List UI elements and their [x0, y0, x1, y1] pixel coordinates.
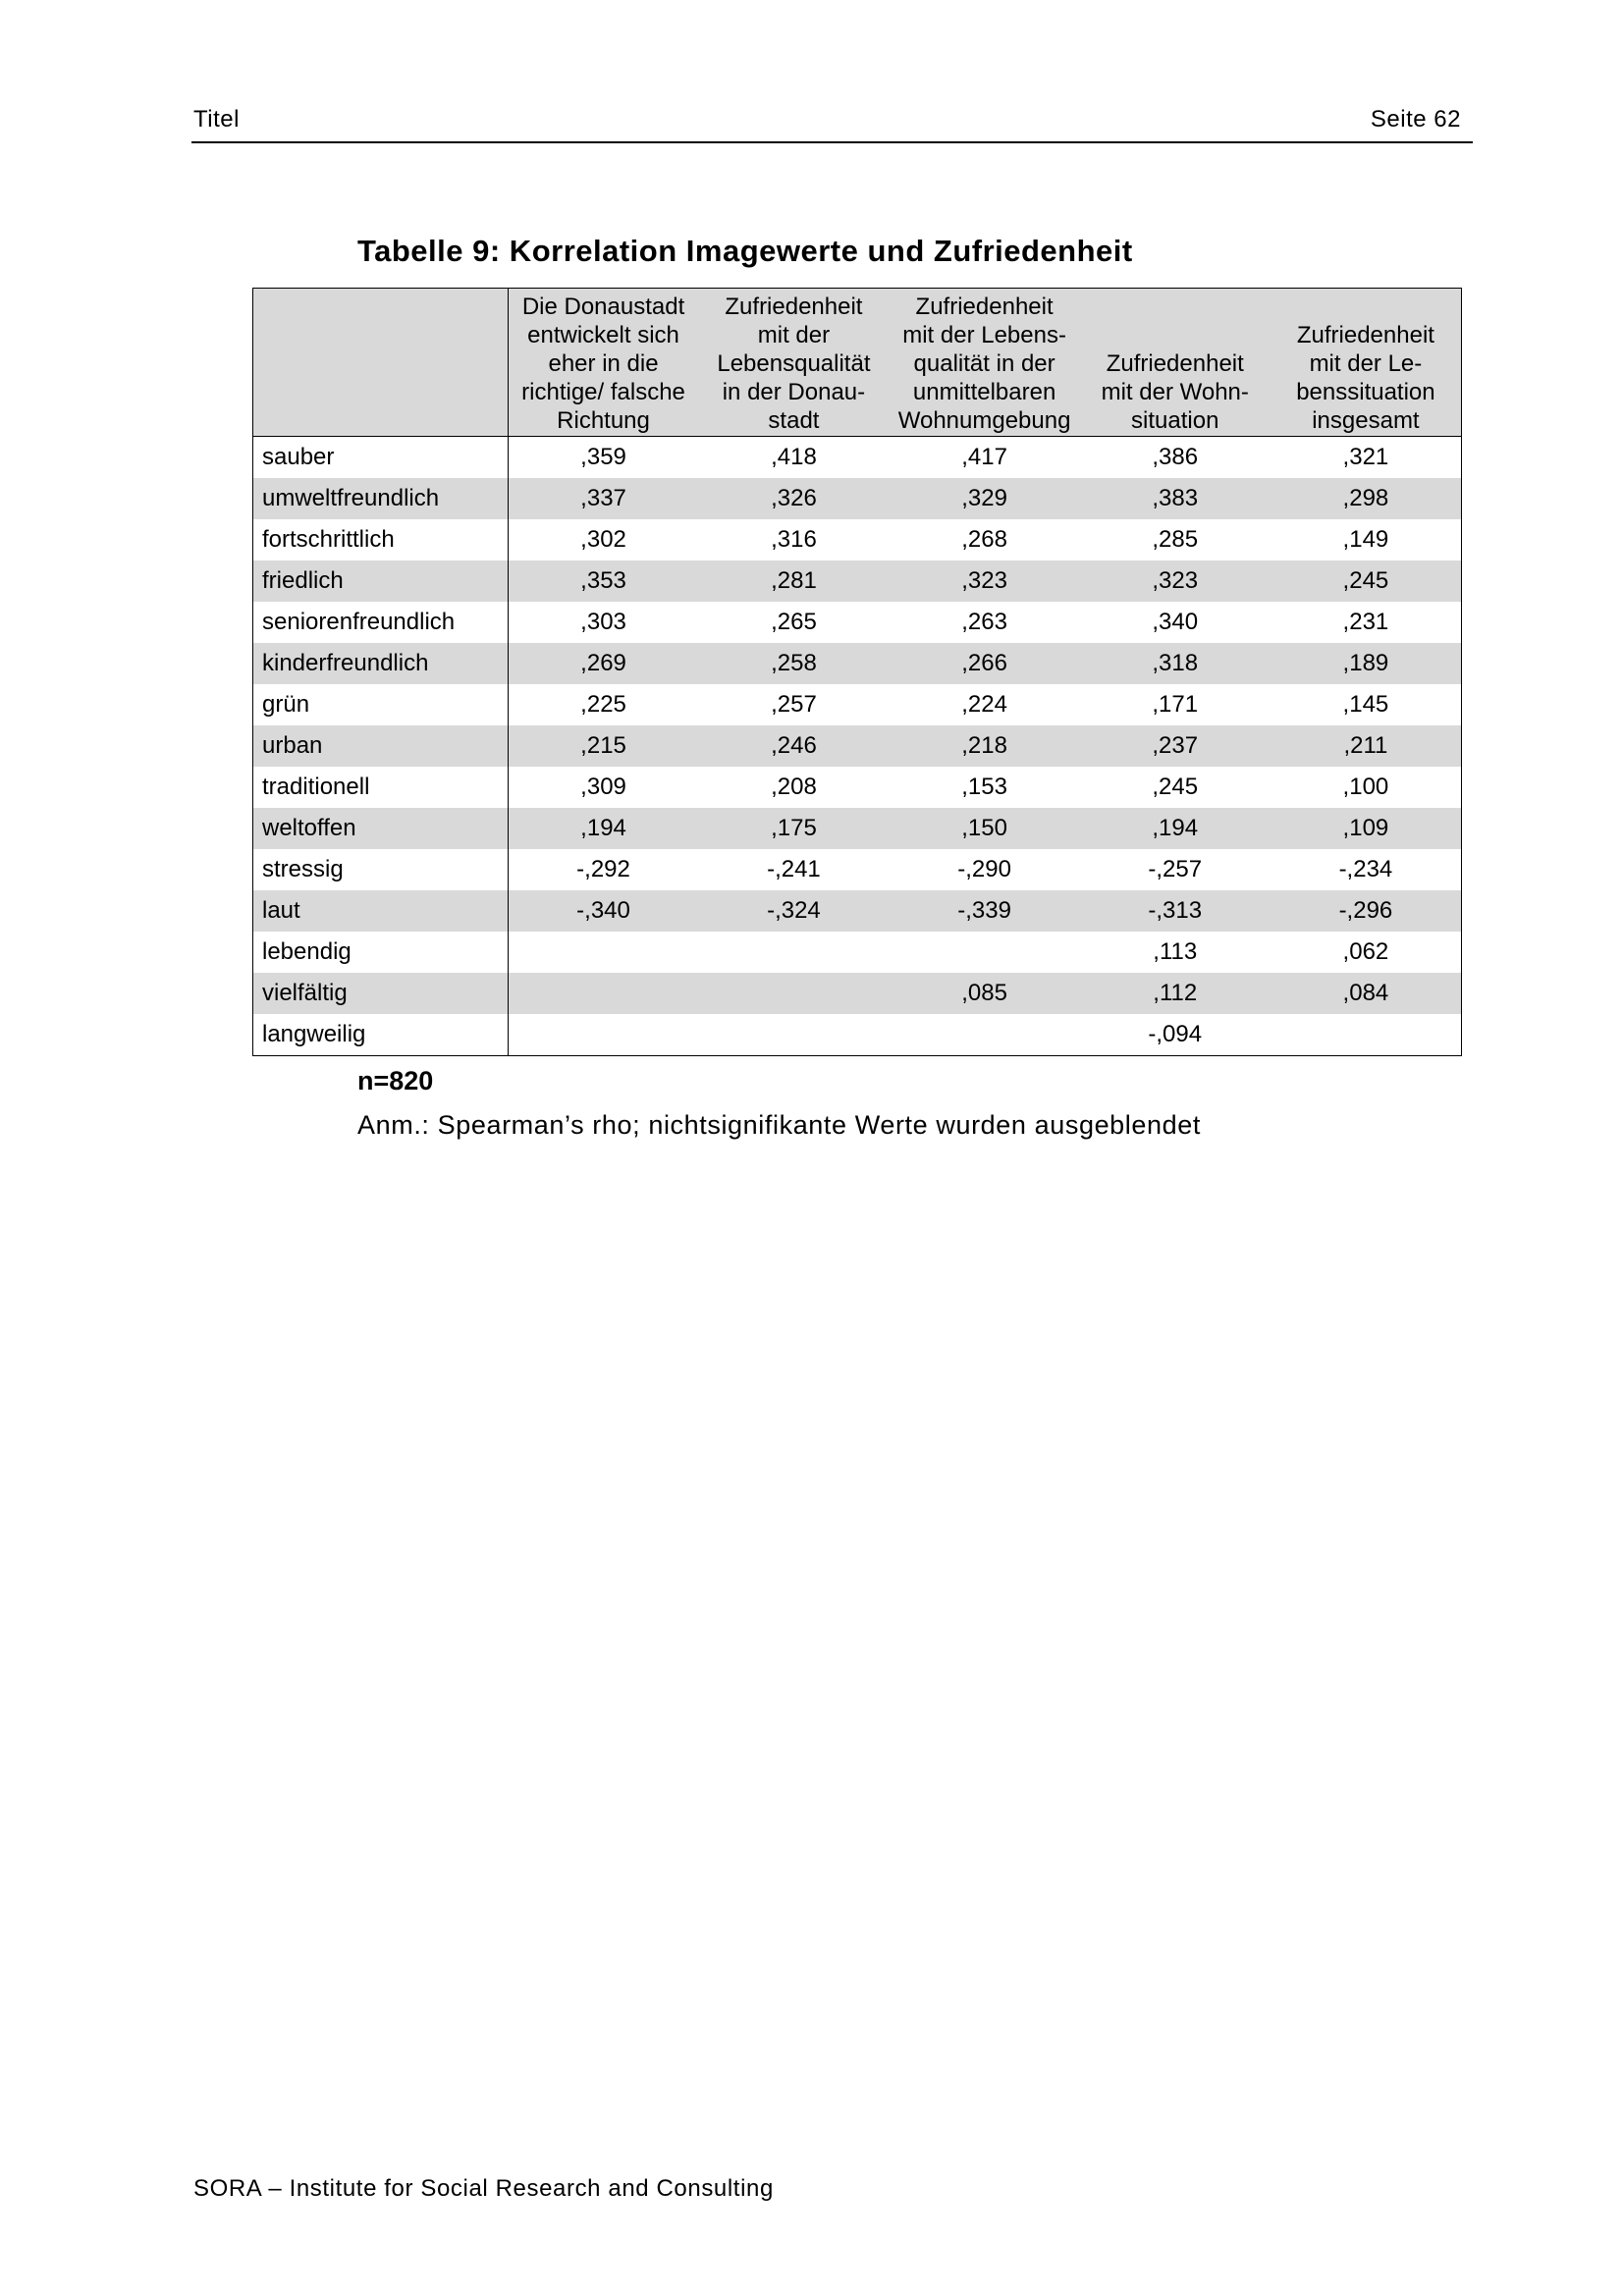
table-cell: ,112: [1080, 973, 1271, 1014]
column-header-blank: [253, 289, 508, 437]
table-cell: ,237: [1080, 725, 1271, 767]
table-cell: [890, 932, 1080, 973]
table-cell: ,208: [771, 773, 817, 800]
table-cell: ,109: [1271, 808, 1461, 849]
table-cell: -,339: [890, 890, 1080, 932]
table-cell: [508, 1014, 698, 1055]
page-number: Seite 62: [1370, 106, 1461, 133]
table-cell: ,298: [1271, 478, 1461, 519]
table-cell: ,231: [1342, 608, 1389, 635]
table-cell: ,215: [508, 725, 698, 767]
table-cell: ,194: [1080, 808, 1271, 849]
row-label: grün: [253, 684, 508, 725]
table-cell: ,418: [771, 443, 817, 470]
table-row: [253, 437, 1461, 478]
table-cell: ,359: [580, 443, 626, 470]
row-label: umweltfreundlich: [253, 478, 508, 519]
table-note: Anm.: Spearman’s rho; nichtsignifikante Werte wurden ausgeblendet: [357, 1110, 1201, 1140]
table-cell: ,100: [1342, 773, 1389, 800]
table-cell: [1271, 1014, 1461, 1055]
sample-size: n=820: [357, 1066, 434, 1095]
table-cell: ,171: [1152, 690, 1199, 718]
table-title: Tabelle 9: Korrelation Imagewerte und Zufriedenheit: [357, 234, 1133, 268]
table-cell: ,218: [890, 725, 1080, 767]
table-cell: ,309: [580, 773, 626, 800]
table-cell: -,094: [1148, 1020, 1203, 1047]
column-header-direction: Die Donaustadt entwickelt sich eher in die richtige/ falsche Richtung: [508, 289, 698, 437]
header-title: Titel: [193, 106, 240, 133]
table-cell: ,302: [580, 525, 626, 553]
table-cell: ,113: [1153, 937, 1198, 965]
table-row: [253, 932, 1461, 973]
row-label: traditionell: [253, 767, 508, 808]
table-cell: ,353: [508, 561, 698, 602]
column-header-housing: Zufriedenheit mit der Wohn- situation: [1080, 289, 1271, 437]
table-header-row: [253, 289, 1461, 437]
table-cell: ,268: [961, 525, 1007, 553]
table-row: [253, 478, 1461, 519]
row-label: weltoffen: [253, 808, 508, 849]
table-cell: ,337: [508, 478, 698, 519]
table-cell: ,245: [1152, 773, 1199, 800]
table-cell: ,266: [890, 643, 1080, 684]
table-row: [253, 561, 1461, 602]
table-cell: ,145: [1342, 690, 1389, 718]
table-cell: ,321: [1342, 443, 1389, 470]
table-cell: -,257: [1148, 855, 1203, 882]
table-cell: ,062: [1342, 937, 1389, 965]
table-cell: ,194: [508, 808, 698, 849]
row-label: vielfältig: [253, 973, 508, 1014]
table-cell: ,281: [698, 561, 889, 602]
row-label: laut: [253, 890, 508, 932]
table-cell: ,225: [580, 690, 626, 718]
table-cell: ,084: [1271, 973, 1461, 1014]
table-cell: -,313: [1080, 890, 1271, 932]
correlation-table: [253, 289, 1461, 1055]
page-header: [191, 104, 1473, 143]
table-cell: [508, 932, 698, 973]
table-cell: ,323: [890, 561, 1080, 602]
table-cell: ,257: [771, 690, 817, 718]
table-row: [253, 643, 1461, 684]
row-label: seniorenfreundlich: [253, 602, 508, 643]
table-row: [253, 684, 1461, 725]
table-cell: ,323: [1080, 561, 1271, 602]
table-cell: ,149: [1342, 525, 1389, 553]
table-cell: -,241: [767, 855, 821, 882]
table-cell: ,265: [771, 608, 817, 635]
table-cell: ,258: [698, 643, 889, 684]
table-cell: -,324: [698, 890, 889, 932]
table-cell: [698, 973, 889, 1014]
table-cell: ,211: [1271, 725, 1461, 767]
table-row: [253, 890, 1461, 932]
table-cell: ,417: [961, 443, 1007, 470]
table-cell: ,153: [961, 773, 1007, 800]
table-cell: [698, 932, 889, 973]
table-cell: -,340: [508, 890, 698, 932]
table-cell: ,246: [698, 725, 889, 767]
table-row: [253, 725, 1461, 767]
row-label: friedlich: [253, 561, 508, 602]
table-cell: [698, 1014, 889, 1055]
column-header-quality-district: Zufriedenheit mit der Lebensqualität in der Donau- stadt: [698, 289, 889, 437]
table-row: [253, 519, 1461, 561]
table-cell: ,224: [961, 690, 1007, 718]
table-cell: ,326: [698, 478, 889, 519]
table-cell: ,189: [1271, 643, 1461, 684]
table-cell: ,085: [890, 973, 1080, 1014]
table-cell: [508, 973, 698, 1014]
table-cell: [890, 1014, 1080, 1055]
table-cell: ,386: [1152, 443, 1199, 470]
row-label: langweilig: [253, 1014, 508, 1055]
table-row: [253, 973, 1461, 1014]
table-cell: -,234: [1338, 855, 1393, 882]
table-cell: ,263: [961, 608, 1007, 635]
table-cell: ,383: [1080, 478, 1271, 519]
row-label: urban: [253, 725, 508, 767]
table-cell: ,303: [580, 608, 626, 635]
table-cell: -,290: [957, 855, 1011, 882]
table-cell: -,292: [576, 855, 630, 882]
table-cell: ,245: [1271, 561, 1461, 602]
table-cell: -,296: [1271, 890, 1461, 932]
table-cell: ,269: [508, 643, 698, 684]
row-label: fortschrittlich: [253, 519, 508, 561]
table-cell: ,285: [1152, 525, 1199, 553]
table-cell: ,175: [698, 808, 889, 849]
row-label: sauber: [253, 437, 508, 478]
table-cell: ,150: [890, 808, 1080, 849]
page-footer: SORA – Institute for Social Research and Consulting: [193, 2175, 774, 2202]
table-cell: ,316: [771, 525, 817, 553]
table-body: [253, 437, 1461, 1055]
table-row: [253, 849, 1461, 890]
column-header-quality-neighbourhood: Zufriedenheit mit der Lebens- qualität in der unmittelbaren Wohnumgebung: [890, 289, 1080, 437]
table-row: [253, 808, 1461, 849]
row-label: stressig: [253, 849, 508, 890]
row-label: lebendig: [253, 932, 508, 973]
table-cell: ,340: [1152, 608, 1199, 635]
table-row: [253, 1014, 1461, 1055]
table-cell: ,329: [890, 478, 1080, 519]
table-cell: ,318: [1080, 643, 1271, 684]
table-row: [253, 602, 1461, 643]
row-label: kinderfreundlich: [253, 643, 508, 684]
column-header-life-overall: Zufriedenheit mit der Le- benssituation insgesamt: [1271, 289, 1461, 437]
table-row: [253, 767, 1461, 808]
